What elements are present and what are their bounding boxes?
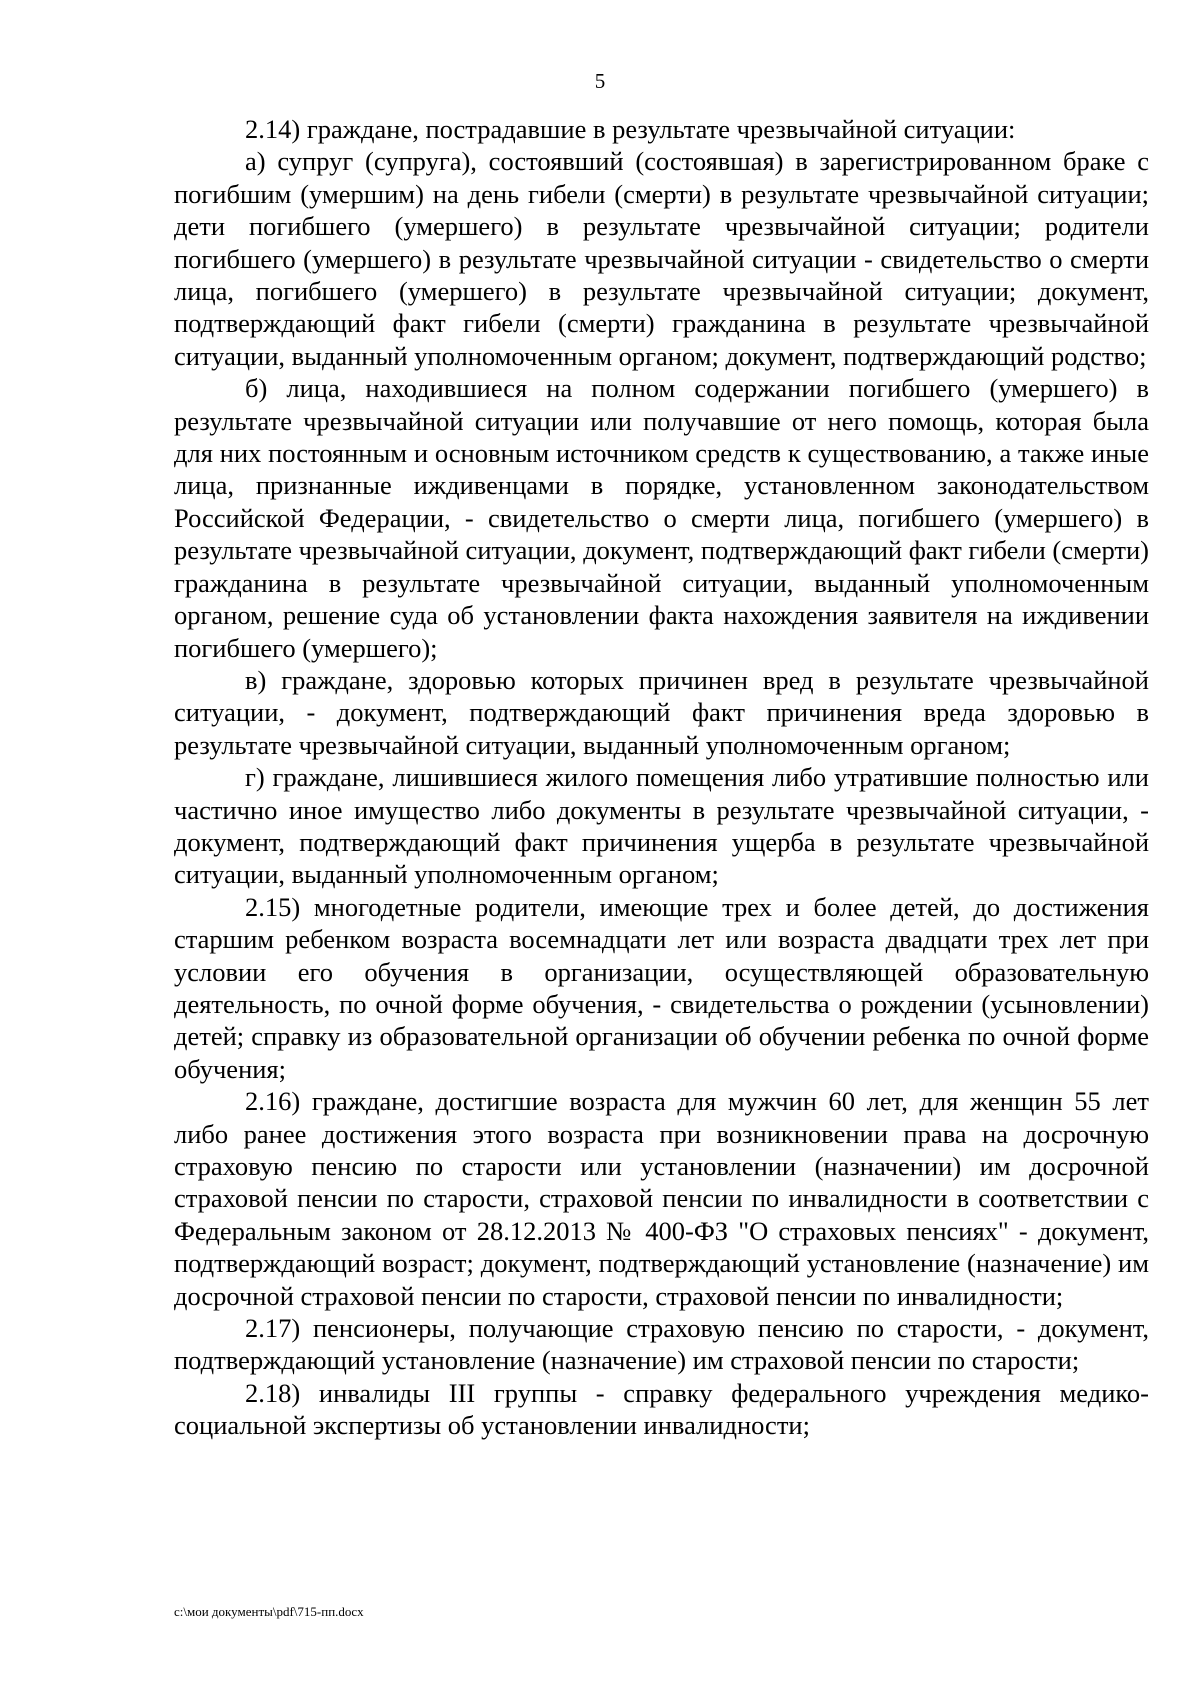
paragraph-2-17: 2.17) пенсионеры, получающие страховую пенсию по старости, - документ, подтверждающий установление (назначение) им страховой пенсии по старости;: [174, 1313, 1149, 1376]
paragraph-2-14-b: б) лица, находившиеся на полном содержании погибшего (умершего) в результате чрезвычайной ситуации или получавшие от него помощь, которая была для них постоянным и основным источником средств к существованию, а также иные лица, признанные иждивенцами в порядке, установленном законодательством Российской Федерации, - свидетельство о смерти лица, погибшего (умершего) в результате чрезвычайной ситуации, документ, подтверждающий факт гибели (смерти) гражданина в результате чрезвычайной ситуации, выданный уполномоченным органом, решение суда об установлении факта нахождения заявителя на иждивении погибшего (умершего);: [174, 373, 1149, 663]
page-number: 5: [594, 69, 606, 93]
paragraph-2-15: 2.15) многодетные родители, имеющие трех и более детей, до достижения старшим ребенком возраста восемнадцати лет или возраста двадцати трех лет при условии его обучения в организации, осуществляющей образовательную деятельность, по очной форме обучения, - свидетельства о рождении (усыновлении) детей; справку из образовательной организации об обучении ребенка по очной форме обучения;: [174, 891, 1149, 1084]
paragraph-2-18: 2.18) инвалиды III группы - справку федерального учреждения медико-социальной экспертизы об установлении инвалидности;: [174, 1377, 1149, 1441]
paragraph-2-16: 2.16) граждане, достигшие возраста для мужчин 60 лет, для женщин 55 лет либо ранее достижения этого возраста при возникновении права на досрочную страховую пенсию по старости или установлении (назначении) им досрочной страховой пенсии по старости, страховой пенсии по инвалидности в соответствии с Федеральным законом от 28.12.2013 № 400-ФЗ "О страховых пенсиях" - документ, подтверждающий возраст; документ, подтверждающий установление (назначение) им досрочной страховой пенсии по старости, страховой пенсии по инвалидности;: [174, 1086, 1149, 1311]
paragraph-2-14-g: г) граждане, лишившиеся жилого помещения либо утратившие полностью или частично иное имущество либо документы в результате чрезвычайной ситуации, - документ, подтверждающий факт причинения ущерба в результате чрезвычайной ситуации, выданный уполномоченным органом;: [174, 762, 1149, 890]
footer-file-path: c:\мои документы\pdf\715-пп.docx: [174, 1604, 364, 1619]
paragraph-2-14-v: в) граждане, здоровью которых причинен вред в результате чрезвычайной ситуации, - документ, подтверждающий факт причинения вреда здоровью в результате чрезвычайной ситуации, выданный уполномоченным органом;: [174, 664, 1149, 760]
paragraph-2-14: 2.14) граждане, пострадавшие в результате чрезвычайной ситуации:: [245, 114, 1016, 144]
document-body: [174, 113, 1149, 1442]
paragraph-2-14-a: а) супруг (супруга), состоявший (состоявшая) в зарегистрированном браке с погибшим (умершим) на день гибели (смерти) в результате чрезвычайной ситуации; дети погибшего (умершего) в результате чрезвычайной ситуации; родители погибшего (умершего) в результате чрезвычайной ситуации - свидетельство о смерти лица, погибшего (умершего) в результате чрезвычайной ситуации; документ, подтверждающий факт гибели (смерти) гражданина в результате чрезвычайной ситуации, выданный уполномоченным органом; документ, подтверждающий родство;: [174, 146, 1149, 371]
